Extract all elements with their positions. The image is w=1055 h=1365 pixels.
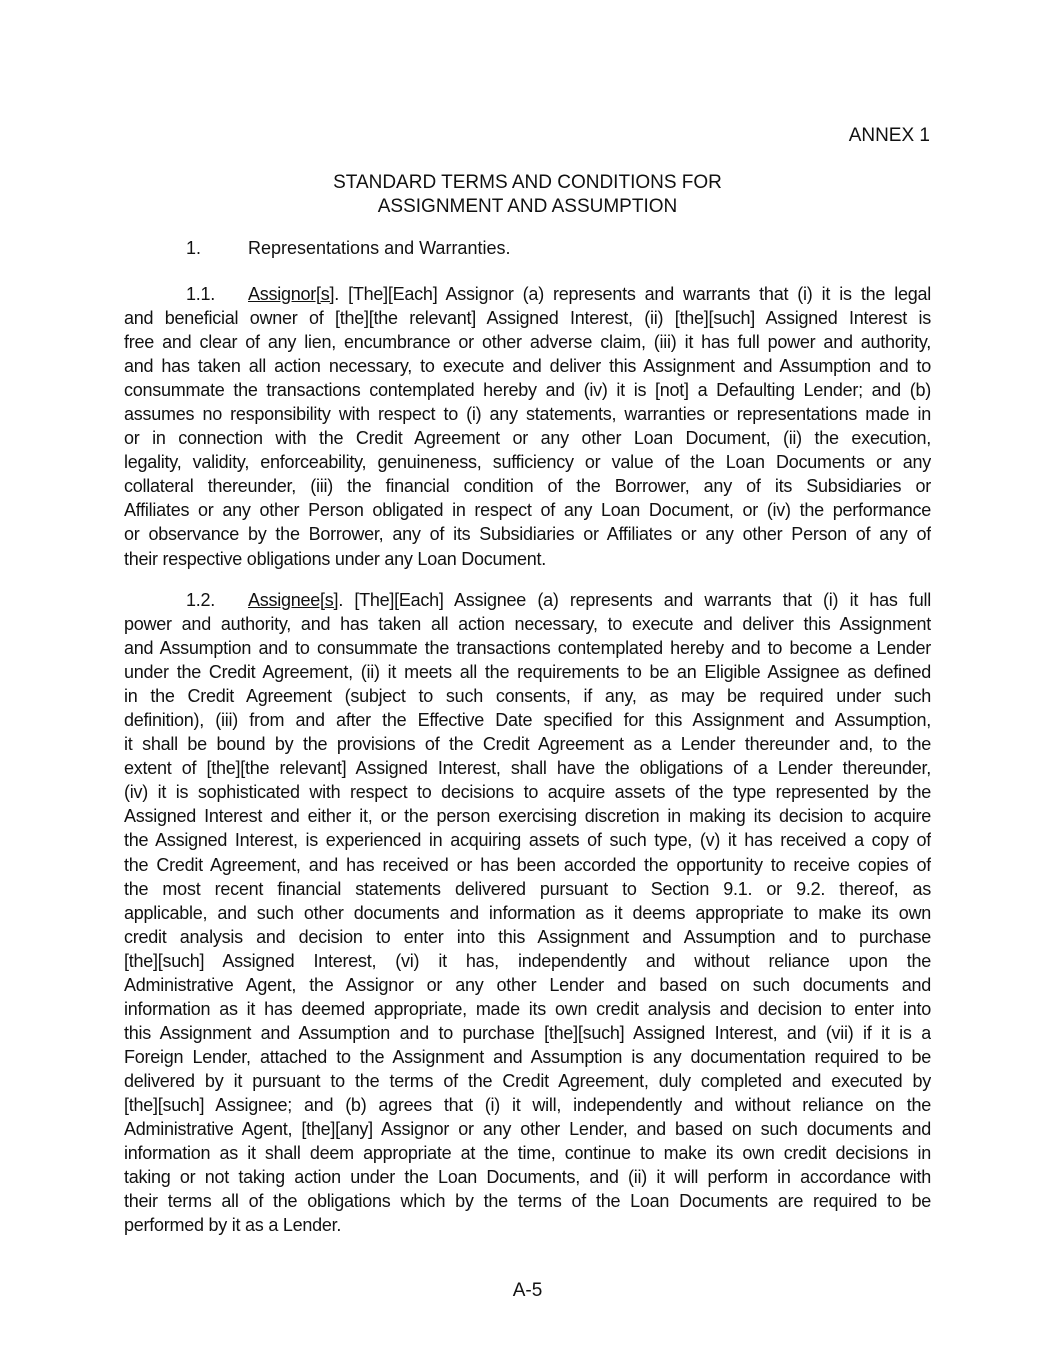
paragraph-number: 1.1. (186, 284, 216, 304)
paragraph-line: free and clear of any lien, encumbrance or other adverse claim, (iii) it has full power and authority, (124, 332, 931, 353)
paragraph-line: the most recent financial statements delivered pursuant to Section 9.1. or 9.2. thereof, as (124, 878, 931, 899)
paragraph-line: applicable, and such other documents and information as it deems appropriate to make its own (124, 902, 931, 923)
paragraph-caption: Assignor[s] (248, 284, 335, 304)
paragraph-line: in the Credit Agreement (subject to such consents, if any, as may be required under such (124, 686, 931, 707)
paragraph-line: taking or not taking action under the Loan Documents, and (ii) it will perform in accordance with (124, 1167, 931, 1188)
paragraph-1-1 (124, 282, 931, 571)
paragraph-line: their terms all of the obligations which by the terms of the Loan Documents are required to be (124, 1191, 931, 1212)
paragraph-line: it shall be bound by the provisions of the Credit Agreement as a Lender thereunder and, to the (124, 734, 931, 755)
annex-label: ANNEX 1 (848, 125, 930, 146)
paragraph-first-line-text: . [The][Each] Assignee (a) represents and warrants that (i) it has full (338, 590, 931, 610)
paragraph-line: (iv) it is sophisticated with respect to decisions to acquire assets of the type represented by the (124, 782, 931, 803)
paragraph-line: power and authority, and has taken all action necessary, to execute and deliver this Assignment (124, 614, 931, 635)
paragraph-line: performed by it as a Lender. (124, 1215, 342, 1236)
paragraph-line: and Assumption and to consummate the transactions contemplated hereby and to become a Lender (124, 638, 931, 659)
paragraph-line: or in connection with the Credit Agreement or any other Loan Document, (ii) the execution, (124, 428, 931, 449)
title-line: ASSIGNMENT AND ASSUMPTION (377, 196, 678, 217)
paragraph-line: the Credit Agreement, and has received or has been accorded the opportunity to receive copies of (124, 854, 931, 875)
paragraph-line: definition), (iii) from and after the Effective Date specified for this Assignment and Assumption, (124, 710, 931, 731)
paragraph-line: delivered by it pursuant to the terms of the Credit Agreement, duly completed and executed by (124, 1070, 931, 1091)
paragraph-line: information as it shall deem appropriate at the time, continue to make its own credit decisions in (124, 1143, 931, 1164)
section-number: 1. (186, 238, 202, 258)
paragraph-1-2 (124, 588, 931, 1237)
paragraph-line: credit analysis and decision to enter into this Assignment and Assumption and to purchase (124, 926, 931, 947)
paragraph-line: [the][such] Assigned Interest, (vi) it has, independently and without reliance upon the (124, 950, 931, 971)
paragraph-line: Foreign Lender, attached to the Assignment and Assumption is any documentation required to be (124, 1046, 931, 1067)
paragraph-line: Affiliates or any other Person obligated in respect of any Loan Document, or (iv) the performance (124, 500, 931, 521)
section-heading (186, 238, 510, 259)
paragraph-number: 1.2. (186, 590, 216, 610)
paragraph-line (124, 282, 931, 306)
paragraph-line: assumes no responsibility with respect to (i) any statements, warranties or representations made in (124, 404, 931, 425)
paragraph-line: and beneficial owner of [the][the relevant] Assigned Interest, (ii) [the][such] Assigned Interest is (124, 308, 931, 329)
paragraph-line: consummate the transactions contemplated hereby and (iv) it is [not] a Defaulting Lender; and (b) (124, 380, 931, 401)
paragraph-line: information as it has deemed appropriate, made its own credit analysis and decision to enter into (124, 998, 931, 1019)
page-number: A-5 (512, 1280, 543, 1301)
document-title (0, 171, 1055, 219)
paragraph-line: Assigned Interest and either it, or the person exercising discretion in making its decision to acquire (124, 806, 931, 827)
paragraph-line: collateral thereunder, (iii) the financial condition of the Borrower, any of its Subsidiaries or (124, 476, 931, 497)
paragraph-caption: Assignee[s] (248, 590, 339, 610)
paragraph-line: the Assigned Interest, is experienced in acquiring assets of such type, (v) it has received a copy of (124, 830, 931, 851)
paragraph-line: [the][such] Assignee; and (b) agrees that (i) it will, independently and without reliance on the (124, 1094, 931, 1115)
paragraph-line: Administrative Agent, [the][any] Assignor or any other Lender, and based on such documents and (124, 1119, 931, 1140)
title-line: STANDARD TERMS AND CONDITIONS FOR (333, 172, 722, 193)
paragraph-line (124, 588, 931, 612)
paragraph-line: and has taken all action necessary, to execute and deliver this Assignment and Assumption and to (124, 356, 931, 377)
paragraph-line: their respective obligations under any Loan Document. (124, 548, 547, 569)
paragraph-line: Administrative Agent, the Assignor or any other Lender and based on such documents and (124, 974, 931, 995)
paragraph-line: under the Credit Agreement, (ii) it meets all the requirements to be an Eligible Assignee as defined (124, 662, 931, 683)
paragraph-first-line-text: . [The][Each] Assignor (a) represents and warrants that (i) it is the legal (334, 284, 931, 304)
paragraph-line: legality, validity, enforceability, genuineness, sufficiency or value of the Loan Documents or any (124, 452, 931, 473)
paragraph-line: or observance by the Borrower, any of its Subsidiaries or Affiliates or any other Person of any of (124, 524, 931, 545)
section-title: Representations and Warranties. (248, 238, 511, 258)
paragraph-line: extent of [the][the relevant] Assigned Interest, shall have the obligations of a Lender thereunder, (124, 758, 931, 779)
paragraph-line: this Assignment and Assumption and to purchase [the][such] Assigned Interest, and (vii) if it is a (124, 1022, 931, 1043)
